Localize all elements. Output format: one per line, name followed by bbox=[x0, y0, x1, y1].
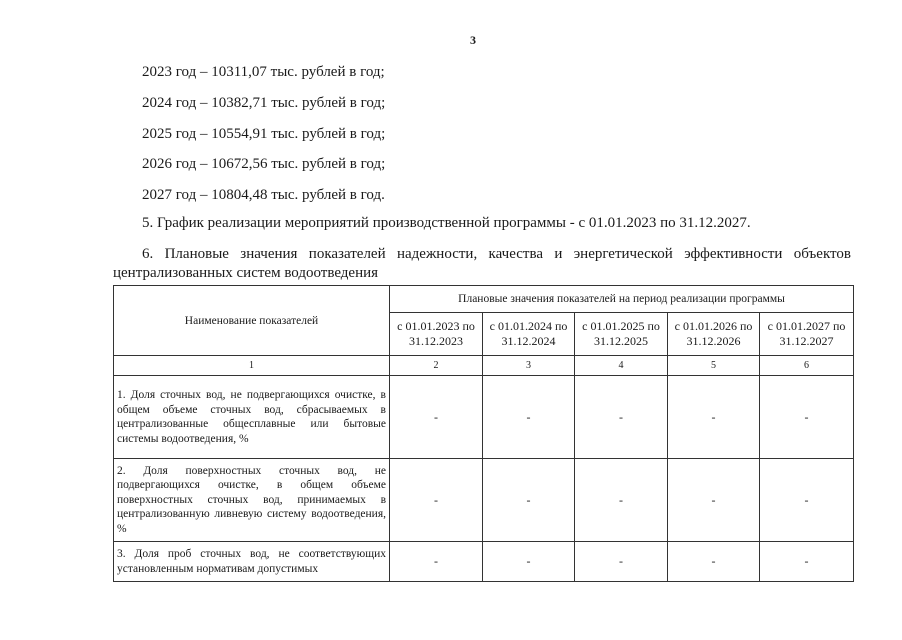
indicator-value: - bbox=[575, 459, 668, 542]
indicator-value: - bbox=[390, 459, 483, 542]
indicator-value: - bbox=[668, 459, 760, 542]
indicator-name: 3. Доля проб сточных вод, не соответствующих установленным нормативам допустимых bbox=[114, 542, 390, 582]
indicator-value: - bbox=[760, 542, 854, 582]
year-line-2024: 2024 год – 10382,71 тыс. рублей в год; bbox=[142, 95, 386, 111]
page-number: 3 bbox=[470, 33, 476, 47]
indicator-value: - bbox=[668, 542, 760, 582]
header-period-2025: с 01.01.2025 по 31.12.2025 bbox=[575, 313, 668, 356]
column-number: 4 bbox=[575, 356, 668, 376]
header-period-2027: с 01.01.2027 по 31.12.2027 bbox=[760, 313, 854, 356]
indicator-value: - bbox=[760, 459, 854, 542]
header-period-2026: с 01.01.2026 по 31.12.2026 bbox=[668, 313, 760, 356]
indicator-value: - bbox=[483, 459, 575, 542]
paragraph-schedule: 5. График реализации мероприятий производственной программы - с 01.01.2023 по 31.12.2027. bbox=[142, 215, 751, 231]
indicator-value: - bbox=[483, 376, 575, 459]
year-line-2026: 2026 год – 10672,56 тыс. рублей в год; bbox=[142, 156, 386, 172]
year-line-2025: 2025 год – 10554,91 тыс. рублей в год; bbox=[142, 126, 386, 142]
year-line-2023: 2023 год – 10311,07 тыс. рублей в год; bbox=[142, 64, 385, 80]
indicator-value: - bbox=[390, 376, 483, 459]
indicators-table bbox=[113, 285, 854, 582]
column-number: 6 bbox=[760, 356, 854, 376]
indicator-name: 1. Доля сточных вод, не подвергающихся очистке, в общем объеме сточных вод, сбрасываемых в централизованные общесплавные или бытовые системы водоотведения, % bbox=[114, 376, 390, 459]
header-planned-values: Плановые значения показателей на период реализации программы bbox=[390, 286, 854, 313]
table-row bbox=[114, 376, 854, 459]
header-period-2023: с 01.01.2023 по 31.12.2023 bbox=[390, 313, 483, 356]
header-indicator-name: Наименование показателей bbox=[114, 286, 390, 356]
table-row bbox=[114, 542, 854, 582]
indicator-value: - bbox=[390, 542, 483, 582]
indicator-name: 2. Доля поверхностных сточных вод, не подвергающихся очистке, в общем объеме поверхностных сточных вод, принимаемых в централизованную ливневую систему водоотведения, % bbox=[114, 459, 390, 542]
indicator-value: - bbox=[483, 542, 575, 582]
indicator-value: - bbox=[575, 376, 668, 459]
column-number: 3 bbox=[483, 356, 575, 376]
year-line-2027: 2027 год – 10804,48 тыс. рублей в год. bbox=[142, 187, 385, 203]
header-period-2024: с 01.01.2024 по 31.12.2024 bbox=[483, 313, 575, 356]
paragraph-indicators: 6. Плановые значения показателей надежности, качества и энергетической эффективности объектов централизованных систем водоотведения bbox=[113, 246, 851, 281]
indicator-value: - bbox=[575, 542, 668, 582]
indicator-value: - bbox=[760, 376, 854, 459]
indicator-value: - bbox=[668, 376, 760, 459]
column-number: 2 bbox=[390, 356, 483, 376]
table-row bbox=[114, 459, 854, 542]
column-number: 5 bbox=[668, 356, 760, 376]
column-number: 1 bbox=[114, 356, 390, 376]
